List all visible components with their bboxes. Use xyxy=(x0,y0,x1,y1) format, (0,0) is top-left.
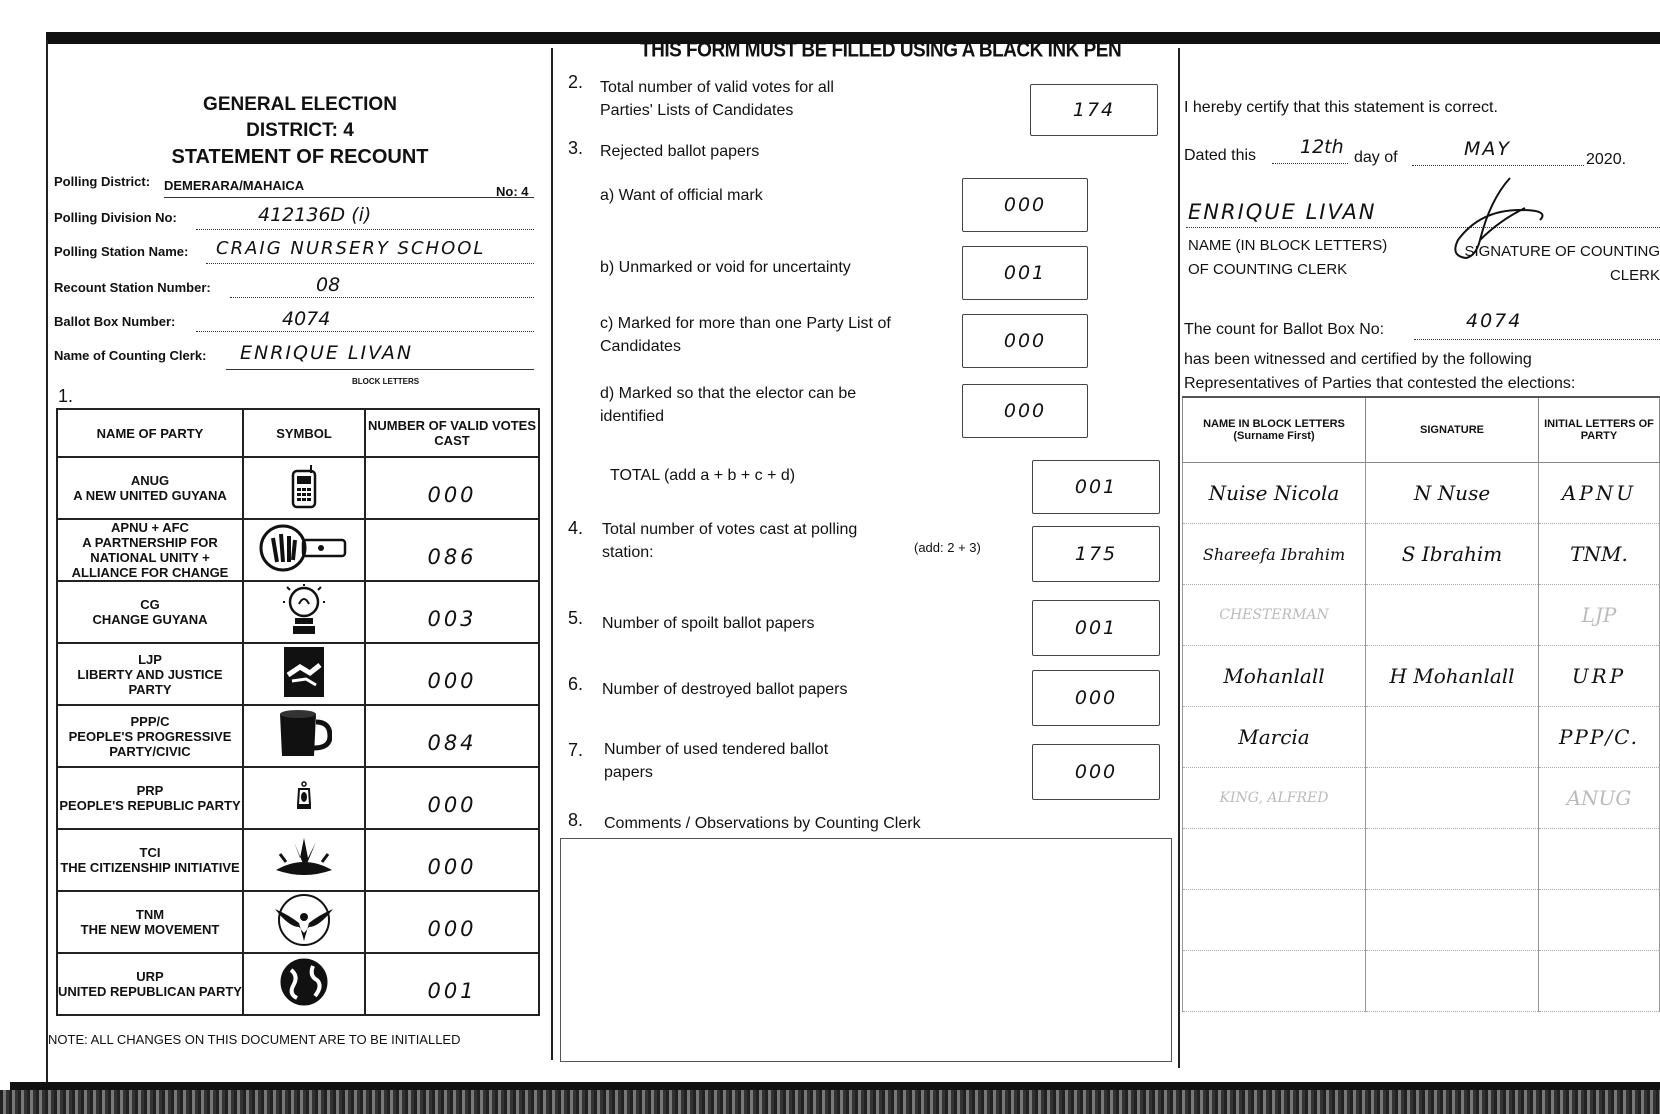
section-4-label-line2: station: xyxy=(602,544,654,561)
section-8-number: 8. xyxy=(568,810,584,830)
rep-signature xyxy=(1366,585,1539,646)
cup-icon xyxy=(243,705,365,767)
rep-signature: S Ibrahim xyxy=(1366,524,1539,585)
lantern-icon xyxy=(243,767,365,829)
table-row xyxy=(1183,890,1660,951)
block-letters-note: BLOCK LETTERS xyxy=(352,377,420,386)
column-divider-2 xyxy=(1178,48,1180,1068)
rep-signature: N Nuse xyxy=(1366,463,1539,524)
party-votes: 000 xyxy=(365,767,539,829)
header-line3: STATEMENT OF RECOUNT xyxy=(171,146,429,168)
table-row xyxy=(57,643,539,705)
party-name: TNM THE NEW MOVEMENT xyxy=(57,891,243,953)
section-7-number: 7. xyxy=(568,740,584,760)
clerk-name-label-line2: OF COUNTING CLERK xyxy=(1188,261,1348,278)
rep-name xyxy=(1183,890,1366,951)
polling-district-value: DEMERARA/MAHAICA xyxy=(164,178,305,193)
party-votes-table xyxy=(56,408,540,1016)
section-7-label-line2: papers xyxy=(604,764,653,781)
votes-header: NUMBER OF VALID VOTES CAST xyxy=(365,409,539,457)
witnessed-statement xyxy=(1184,348,1575,396)
comments-box xyxy=(560,838,1172,1062)
polling-division-value: 412136D (i) xyxy=(258,204,372,226)
year-label: 2020. xyxy=(1586,151,1627,168)
table-row xyxy=(57,581,539,643)
elector-identified-box xyxy=(962,384,1088,438)
valid-votes-box xyxy=(1030,84,1158,136)
rep-party-header: INITIAL LETTERS OF PARTY xyxy=(1539,397,1660,463)
table-row xyxy=(1183,524,1660,585)
total-votes-cast-value: 175 xyxy=(1074,543,1118,565)
rep-name xyxy=(1183,951,1366,1012)
division-underline xyxy=(196,228,534,230)
scan-edge xyxy=(0,1090,1660,1114)
rep-signature xyxy=(1366,890,1539,951)
section-7-label-line1: Number of used tendered ballot xyxy=(604,741,829,758)
count-box-underline xyxy=(1414,338,1660,340)
initialling-note: NOTE: ALL CHANGES ON THIS DOCUMENT ARE TO BE INITIALLED xyxy=(48,1032,461,1047)
witnessed-line2: Representatives of Parties that contested the elections: xyxy=(1184,375,1576,392)
rep-party: PPP/C. xyxy=(1539,707,1660,768)
party-name: LJP LIBERTY AND JUSTICE PARTY xyxy=(57,643,243,705)
globe-icon xyxy=(243,953,365,1015)
party-representatives-table xyxy=(1182,396,1660,1012)
table-row xyxy=(57,829,539,891)
party-name-header: NAME OF PARTY xyxy=(57,409,243,457)
party-name: URP UNITED REPUBLICAN PARTY xyxy=(57,953,243,1015)
party-table-header xyxy=(57,409,539,457)
table-row xyxy=(1183,646,1660,707)
clerk-name-block: ENRIQUE LIVAN xyxy=(1188,200,1377,224)
polling-station-value: CRAIG NURSERY SCHOOL xyxy=(216,238,486,259)
table-row xyxy=(1183,707,1660,768)
section-3-label: Rejected ballot papers xyxy=(600,143,760,160)
recount-underline xyxy=(230,296,534,298)
multiple-marks-box xyxy=(962,314,1088,368)
section-6-number: 6. xyxy=(568,674,584,694)
district-underline xyxy=(164,196,534,198)
party-votes: 000 xyxy=(365,891,539,953)
section-3b-label: b) Unmarked or void for uncertainty xyxy=(600,259,851,276)
party-votes: 000 xyxy=(365,643,539,705)
rep-name xyxy=(1183,829,1366,890)
party-votes: 086 xyxy=(365,519,539,581)
rep-party xyxy=(1539,951,1660,1012)
destroyed-ballots-value: 000 xyxy=(1074,687,1118,709)
table-row xyxy=(1183,463,1660,524)
rep-name: Marcia xyxy=(1183,707,1366,768)
section-7-label xyxy=(604,738,828,784)
rejected-total-value: 001 xyxy=(1074,476,1118,498)
rep-party xyxy=(1539,829,1660,890)
party-votes: 003 xyxy=(365,581,539,643)
section-4-number: 4. xyxy=(568,518,584,538)
party-name: CG CHANGE GUYANA xyxy=(57,581,243,643)
recount-station-label: Recount Station Number: xyxy=(54,280,211,295)
rep-party: APNU xyxy=(1539,463,1660,524)
rejected-total-box xyxy=(1032,460,1160,514)
section-2-label xyxy=(600,76,834,122)
unmarked-void-box xyxy=(962,246,1088,300)
rep-party: LJP xyxy=(1539,585,1660,646)
left-border xyxy=(46,40,48,1090)
rep-signature xyxy=(1366,768,1539,829)
clerk-sign-underline xyxy=(1186,226,1660,228)
table-row xyxy=(57,705,539,767)
table-row xyxy=(57,953,539,1015)
rep-table-header xyxy=(1183,397,1660,463)
section-3d-label xyxy=(600,382,856,428)
party-votes: 084 xyxy=(365,705,539,767)
day-value: 12th xyxy=(1300,136,1344,158)
want-official-mark-box xyxy=(962,178,1088,232)
clerk-signature-label xyxy=(1440,240,1660,288)
phone-icon xyxy=(243,457,365,519)
ballot-box-value: 4074 xyxy=(282,308,331,330)
section-6-label: Number of destroyed ballot papers xyxy=(602,681,848,698)
count-box-value: 4074 xyxy=(1466,310,1523,332)
rep-party: URP xyxy=(1539,646,1660,707)
ballot-box-underline xyxy=(196,330,534,332)
section-3-number: 3. xyxy=(568,138,584,158)
section-3a-label: a) Want of official mark xyxy=(600,187,763,204)
section-5-label: Number of spoilt ballot papers xyxy=(602,615,815,632)
section-1-number: 1. xyxy=(58,386,74,406)
ballot-box-label: Ballot Box Number: xyxy=(54,314,176,329)
district-no: No: 4 xyxy=(496,184,529,199)
column-divider-1 xyxy=(551,48,553,1060)
day-underline xyxy=(1272,162,1348,164)
total-votes-cast-box xyxy=(1032,526,1160,582)
section-8-label: Comments / Observations by Counting Clerk xyxy=(604,815,921,832)
symbol-header: SYMBOL xyxy=(243,409,365,457)
total-label: TOTAL (add a + b + c + d) xyxy=(610,467,796,484)
party-name: ANUG A NEW UNITED GUYANA xyxy=(57,457,243,519)
spoilt-ballots-box xyxy=(1032,600,1160,656)
rep-name: Nuise Nicola xyxy=(1183,463,1366,524)
party-name: APNU + AFC A PARTNERSHIP FOR NATIONAL UNITY + ALLIANCE FOR CHANGE xyxy=(57,519,243,581)
want-official-mark-value: 000 xyxy=(1003,194,1047,216)
polling-division-label: Polling Division No: xyxy=(54,210,177,225)
handshake-icon xyxy=(243,643,365,705)
section-4-label xyxy=(602,518,857,564)
elector-identified-value: 000 xyxy=(1003,400,1047,422)
clerk-underline xyxy=(226,368,534,370)
rep-signature-header: SIGNATURE xyxy=(1366,397,1539,463)
header-line1: GENERAL ELECTION xyxy=(203,94,397,115)
rep-signature xyxy=(1366,951,1539,1012)
rep-name: Shareefa Ibrahim xyxy=(1183,524,1366,585)
counting-clerk-label: Name of Counting Clerk: xyxy=(54,348,207,363)
section-3c-label xyxy=(600,312,891,358)
party-votes: 000 xyxy=(365,829,539,891)
party-name: TCI THE CITIZENSHIP INITIATIVE xyxy=(57,829,243,891)
certify-statement: I hereby certify that this statement is correct. xyxy=(1184,99,1498,116)
party-votes: 001 xyxy=(365,953,539,1015)
form-header xyxy=(150,92,450,170)
rep-party: ANUG xyxy=(1539,768,1660,829)
rep-signature xyxy=(1366,829,1539,890)
table-row xyxy=(1183,951,1660,1012)
tendered-ballots-box xyxy=(1032,744,1160,800)
witnessed-line1: has been witnessed and certified by the following xyxy=(1184,351,1532,368)
spoilt-ballots-value: 001 xyxy=(1074,617,1118,639)
party-name: PPP/C PEOPLE'S PROGRESSIVE PARTY/CIVIC xyxy=(57,705,243,767)
month-value: MAY xyxy=(1464,138,1511,160)
rep-signature xyxy=(1366,707,1539,768)
table-row xyxy=(57,891,539,953)
recount-station-value: 08 xyxy=(316,274,341,296)
polling-station-label: Polling Station Name: xyxy=(54,244,189,259)
section-2-label-line2: Parties' Lists of Candidates xyxy=(600,102,794,119)
clerk-name-label xyxy=(1188,234,1387,282)
rep-name: KING, ALFRED xyxy=(1183,768,1366,829)
dated-this-label: Dated this xyxy=(1184,147,1257,164)
clerk-signature-label-line2: CLERK xyxy=(1609,267,1660,284)
hand-key-icon xyxy=(243,519,365,581)
table-row xyxy=(1183,585,1660,646)
count-for-label: The count for Ballot Box No: xyxy=(1184,321,1385,338)
station-underline xyxy=(206,262,534,264)
table-row xyxy=(1183,829,1660,890)
section-4-add-note: (add: 2 + 3) xyxy=(914,540,981,555)
party-votes: 000 xyxy=(365,457,539,519)
party-name: PRP PEOPLE'S REPUBLIC PARTY xyxy=(57,767,243,829)
clerk-name-label-line1: NAME (IN BLOCK LETTERS) xyxy=(1188,237,1388,254)
clerk-signature-label-line1: SIGNATURE OF COUNTING xyxy=(1464,243,1660,260)
rep-party: TNM. xyxy=(1539,524,1660,585)
bulb-icon xyxy=(243,581,365,643)
unmarked-void-value: 001 xyxy=(1003,262,1047,284)
valid-votes-value: 174 xyxy=(1072,99,1116,121)
bottom-border xyxy=(10,1082,1660,1090)
ink-instruction-banner: THIS FORM MUST BE FILLED USING A BLACK INK PEN xyxy=(640,38,1122,62)
section-3d-label-line2: identified xyxy=(600,408,665,425)
bird-icon xyxy=(243,891,365,953)
header-line2: DISTRICT: 4 xyxy=(246,120,354,141)
destroyed-ballots-box xyxy=(1032,670,1160,726)
month-underline xyxy=(1412,164,1584,166)
rep-name-header: NAME IN BLOCK LETTERS (Surname First) xyxy=(1183,397,1366,463)
rep-signature: H Mohanlall xyxy=(1366,646,1539,707)
day-of-label: day of xyxy=(1354,149,1398,166)
rep-party xyxy=(1539,890,1660,951)
table-row xyxy=(57,767,539,829)
table-row xyxy=(57,519,539,581)
tendered-ballots-value: 000 xyxy=(1074,761,1118,783)
section-4-label-line1: Total number of votes cast at polling xyxy=(602,521,858,538)
section-2-number: 2. xyxy=(568,72,584,92)
section-3d-label-line1: d) Marked so that the elector can be xyxy=(600,385,857,402)
section-3c-label-line1: c) Marked for more than one Party List of xyxy=(600,315,891,332)
table-row xyxy=(57,457,539,519)
rep-name: CHESTERMAN xyxy=(1183,585,1366,646)
section-5-number: 5. xyxy=(568,608,584,628)
section-2-label-line1: Total number of valid votes for all xyxy=(600,79,834,96)
flower-icon xyxy=(243,829,365,891)
rep-name: Mohanlall xyxy=(1183,646,1366,707)
multiple-marks-value: 000 xyxy=(1003,330,1047,352)
table-row xyxy=(1183,768,1660,829)
counting-clerk-value: ENRIQUE LIVAN xyxy=(240,342,414,364)
polling-district-label: Polling District: xyxy=(54,174,151,189)
section-3c-label-line2: Candidates xyxy=(600,338,681,355)
